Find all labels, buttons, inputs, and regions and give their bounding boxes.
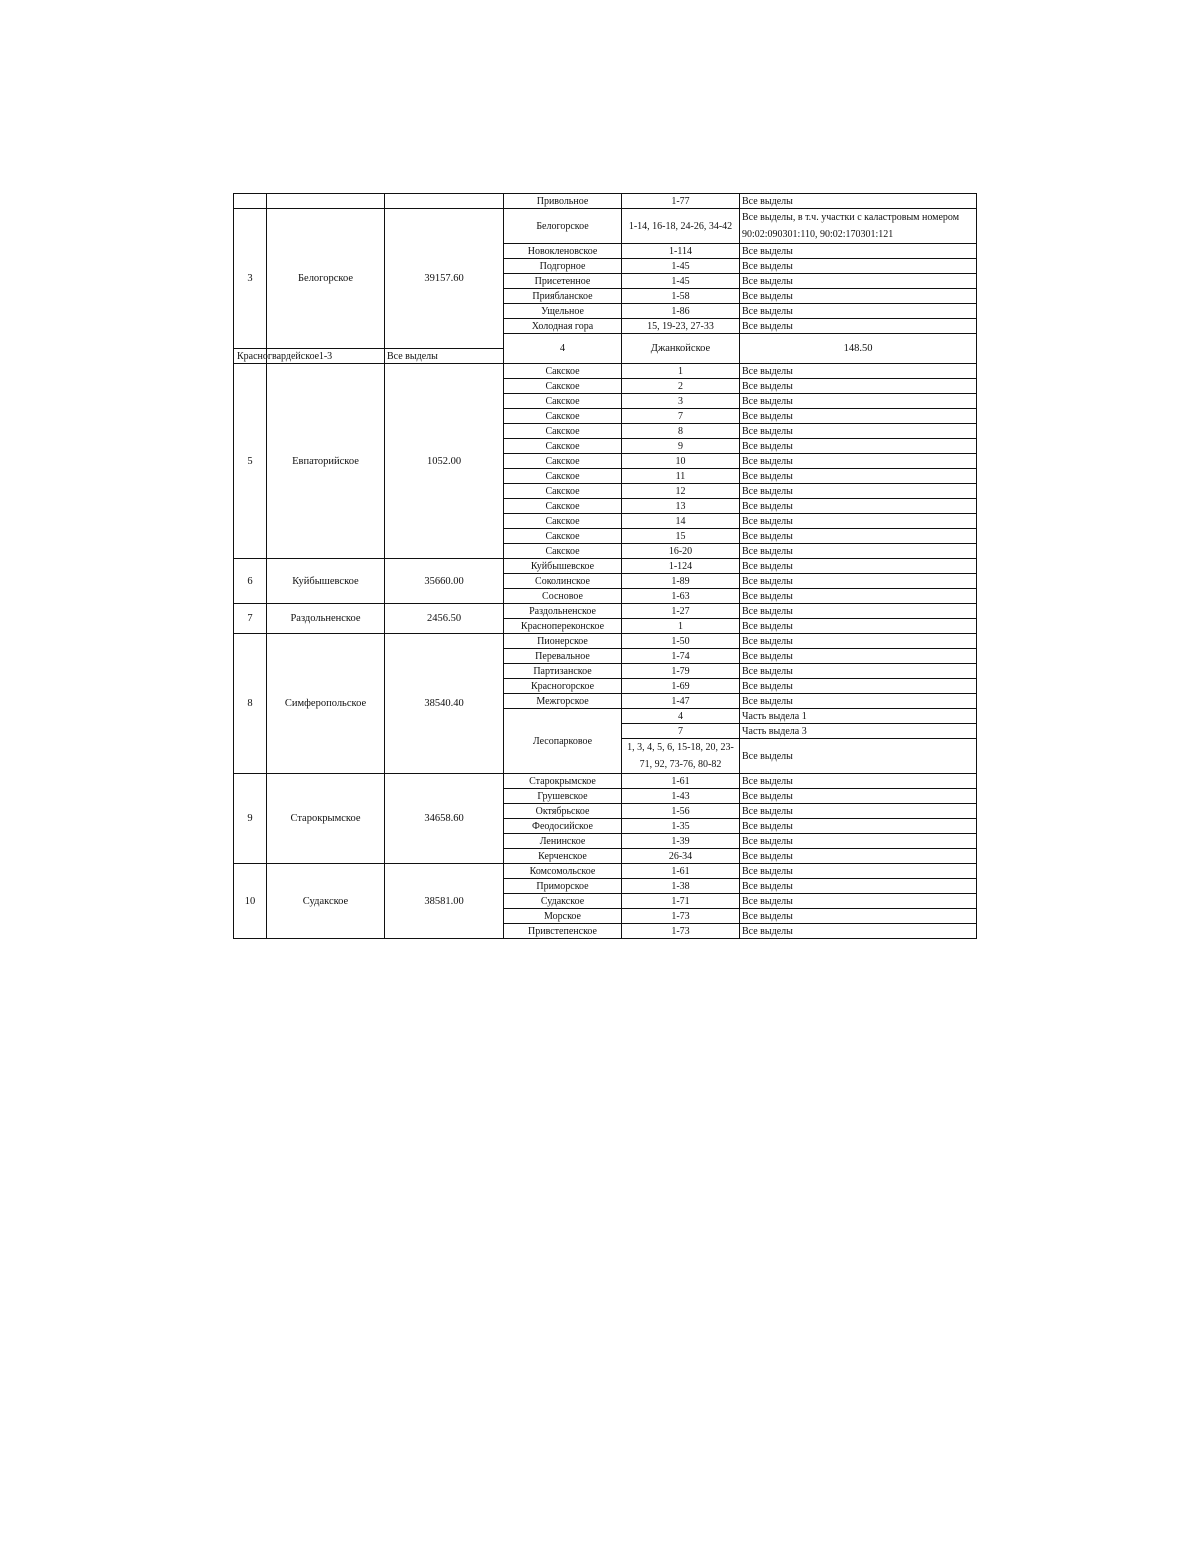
cell-vydely: Все выделы <box>740 589 977 604</box>
cell-kvartaly: 12 <box>622 484 740 499</box>
cell-forestry: Партизанское <box>504 664 622 679</box>
cell-kvartaly: 7 <box>622 409 740 424</box>
cell-vydely: Все выделы <box>740 304 977 319</box>
cell-district-name: Симферопольское <box>267 634 385 774</box>
cell-district-name: Судакское <box>267 864 385 939</box>
cell-forestry: Керченское <box>504 849 622 864</box>
cell-kvartaly: 1, 3, 4, 5, 6, 15-18, 20, 23-71, 92, 73-76, 80-82 <box>622 739 740 774</box>
cell-kvartaly: 1-39 <box>622 834 740 849</box>
cell-vydely: Все выделы <box>740 499 977 514</box>
cell-vydely: Все выделы <box>740 289 977 304</box>
cell-kvartaly: 1-124 <box>622 559 740 574</box>
cell-forestry: Белогорское <box>504 209 622 244</box>
cell-forestry: Приморское <box>504 879 622 894</box>
cell-forestry: Сакское <box>504 409 622 424</box>
table-row <box>234 774 977 789</box>
cell-forestry: Раздольненское <box>504 604 622 619</box>
cell-vydely: Все выделы <box>740 439 977 454</box>
cell-kvartaly: 1-3 <box>267 349 385 364</box>
cell-kvartaly: 1-50 <box>622 634 740 649</box>
cell-vydely: Все выделы <box>740 244 977 259</box>
cell-forestry: Привстепенское <box>504 924 622 939</box>
cell-num: 7 <box>234 604 267 634</box>
cell-forestry: Ленинское <box>504 834 622 849</box>
cell-vydely: Часть выдела 3 <box>740 724 977 739</box>
cell-vydely: Все выделы <box>740 679 977 694</box>
cell-kvartaly: 1-35 <box>622 819 740 834</box>
cell-area: 34658.60 <box>385 774 504 864</box>
cell-vydely: Все выделы <box>740 864 977 879</box>
cell-forestry: Холодная гора <box>504 319 622 334</box>
cell-kvartaly: 1-45 <box>622 259 740 274</box>
cell-forestry: Сакское <box>504 424 622 439</box>
cell-kvartaly: 13 <box>622 499 740 514</box>
cell-forestry: Пионерское <box>504 634 622 649</box>
cell-forestry: Феодосийское <box>504 819 622 834</box>
cell-forestry: Сакское <box>504 439 622 454</box>
cell-forestry: Лесопарковое <box>504 709 622 774</box>
cell-vydely: Все выделы <box>740 394 977 409</box>
cell-area-empty <box>385 194 504 209</box>
cell-vydely: Все выделы <box>740 664 977 679</box>
cell-kvartaly: 16-20 <box>622 544 740 559</box>
cell-vydely: Все выделы <box>740 774 977 789</box>
cell-forestry: Комсомольское <box>504 864 622 879</box>
cell-vydely: Все выделы <box>740 924 977 939</box>
cell-vydely: Все выделы <box>740 379 977 394</box>
cell-vydely: Все выделы <box>740 604 977 619</box>
cell-forestry: Сакское <box>504 394 622 409</box>
cell-num: 4 <box>504 334 622 364</box>
cell-district-name: Джанкойское <box>622 334 740 364</box>
cell-kvartaly: 1-73 <box>622 909 740 924</box>
cell-vydely: Все выделы <box>740 529 977 544</box>
cell-vydely: Все выделы <box>740 364 977 379</box>
cell-area: 1052.00 <box>385 364 504 559</box>
cell-vydely: Все выделы <box>740 894 977 909</box>
cell-vydely: Все выделы <box>740 694 977 709</box>
cell-kvartaly: 11 <box>622 469 740 484</box>
cell-kvartaly: 15, 19-23, 27-33 <box>622 319 740 334</box>
cell-kvartaly: 8 <box>622 424 740 439</box>
cell-kvartaly: 1-63 <box>622 589 740 604</box>
cell-vydely: Все выделы <box>740 834 977 849</box>
cell-area: 148.50 <box>740 334 977 364</box>
cell-forestry: Привольное <box>504 194 622 209</box>
cell-kvartaly: 26-34 <box>622 849 740 864</box>
cell-vydely: Все выделы <box>740 909 977 924</box>
cell-kvartaly: 1-27 <box>622 604 740 619</box>
table-row <box>234 364 977 379</box>
cell-kvartaly: 3 <box>622 394 740 409</box>
cell-forestry: Морское <box>504 909 622 924</box>
cell-kvartaly: 1-56 <box>622 804 740 819</box>
cell-kvartaly: 1-73 <box>622 924 740 939</box>
cell-kvartaly: 1-86 <box>622 304 740 319</box>
table-row <box>234 864 977 879</box>
cell-forestry: Сакское <box>504 499 622 514</box>
cell-kvartaly: 1-14, 16-18, 24-26, 34-42 <box>622 209 740 244</box>
cell-num: 3 <box>234 209 267 349</box>
cell-vydely: Все выделы <box>740 319 977 334</box>
cell-kvartaly: 1 <box>622 619 740 634</box>
cell-vydely: Все выделы <box>740 619 977 634</box>
cell-kvartaly: 1-114 <box>622 244 740 259</box>
cell-vydely: Все выделы <box>740 259 977 274</box>
cell-vydely: Все выделы <box>740 484 977 499</box>
cell-vydely: Все выделы <box>740 194 977 209</box>
cell-vydely: Все выделы <box>740 804 977 819</box>
cell-num: 9 <box>234 774 267 864</box>
cell-forestry: Сакское <box>504 484 622 499</box>
cell-forestry: Судакское <box>504 894 622 909</box>
cell-forestry: Новокленовское <box>504 244 622 259</box>
cell-forestry: Грушевское <box>504 789 622 804</box>
table-row <box>234 634 977 649</box>
forestry-table-body <box>234 194 977 939</box>
cell-vydely: Все выделы <box>740 649 977 664</box>
cell-area: 38581.00 <box>385 864 504 939</box>
cell-vydely: Все выделы <box>385 349 504 364</box>
cell-district-name: Белогорское <box>267 209 385 349</box>
cell-vydely: Все выделы <box>740 879 977 894</box>
cell-vydely: Часть выдела 1 <box>740 709 977 724</box>
cell-district-name: Евпаторийское <box>267 364 385 559</box>
cell-vydely: Все выделы <box>740 469 977 484</box>
cell-forestry: Сакское <box>504 469 622 484</box>
cell-vydely: Все выделы <box>740 514 977 529</box>
cell-forestry: Краснопереконское <box>504 619 622 634</box>
cell-forestry: Сосновое <box>504 589 622 604</box>
cell-kvartaly: 1-79 <box>622 664 740 679</box>
cell-kvartaly: 1-74 <box>622 649 740 664</box>
cell-kvartaly: 9 <box>622 439 740 454</box>
cell-area: 2456.50 <box>385 604 504 634</box>
cell-forestry: Сакское <box>504 529 622 544</box>
cell-forestry: Соколинское <box>504 574 622 589</box>
cell-num: 5 <box>234 364 267 559</box>
cell-num-empty <box>234 194 267 209</box>
cell-kvartaly: 1 <box>622 364 740 379</box>
cell-kvartaly: 14 <box>622 514 740 529</box>
cell-area: 39157.60 <box>385 209 504 349</box>
cell-vydely: Все выделы <box>740 424 977 439</box>
cell-vydely: Все выделы <box>740 574 977 589</box>
forestry-table <box>233 193 977 939</box>
cell-kvartaly: 15 <box>622 529 740 544</box>
cell-kvartaly: 1-61 <box>622 774 740 789</box>
cell-vydely: Все выделы <box>740 634 977 649</box>
cell-vydely: Все выделы <box>740 739 977 774</box>
cell-vydely: Все выделы <box>740 274 977 289</box>
cell-kvartaly: 1-69 <box>622 679 740 694</box>
cell-forestry: Октябрьское <box>504 804 622 819</box>
cell-forestry: Красногорское <box>504 679 622 694</box>
table-row <box>234 194 977 209</box>
cell-kvartaly: 2 <box>622 379 740 394</box>
cell-forestry: Межгорское <box>504 694 622 709</box>
cell-vydely: Все выделы <box>740 559 977 574</box>
cell-vydely: Все выделы <box>740 849 977 864</box>
cell-kvartaly: 7 <box>622 724 740 739</box>
cell-kvartaly: 1-77 <box>622 194 740 209</box>
cell-forestry: Куйбышевское <box>504 559 622 574</box>
cell-num: 10 <box>234 864 267 939</box>
cell-forestry: Ущельное <box>504 304 622 319</box>
cell-area: 38540.40 <box>385 634 504 774</box>
cell-forestry: Старокрымское <box>504 774 622 789</box>
cell-kvartaly: 10 <box>622 454 740 469</box>
cell-vydely: Все выделы <box>740 544 977 559</box>
cell-kvartaly: 1-47 <box>622 694 740 709</box>
cell-forestry: Сакское <box>504 544 622 559</box>
cell-kvartaly: 4 <box>622 709 740 724</box>
table-row <box>234 209 977 244</box>
cell-district-name: Старокрымское <box>267 774 385 864</box>
cell-forestry: Приябланское <box>504 289 622 304</box>
table-row <box>234 559 977 574</box>
cell-forestry: Присетенное <box>504 274 622 289</box>
cell-kvartaly: 1-58 <box>622 289 740 304</box>
cell-forestry: Сакское <box>504 364 622 379</box>
cell-forestry: Перевальное <box>504 649 622 664</box>
cell-forestry: Сакское <box>504 454 622 469</box>
cell-kvartaly: 1-71 <box>622 894 740 909</box>
cell-district-name: Куйбышевское <box>267 559 385 604</box>
cell-vydely: Все выделы, в т.ч. участки с каластровым номером 90:02:090301:110, 90:02:170301:121 <box>740 209 977 244</box>
cell-name-empty <box>267 194 385 209</box>
cell-kvartaly: 1-61 <box>622 864 740 879</box>
cell-forestry: Сакское <box>504 379 622 394</box>
cell-num: 6 <box>234 559 267 604</box>
cell-vydely: Все выделы <box>740 819 977 834</box>
cell-kvartaly: 1-38 <box>622 879 740 894</box>
cell-vydely: Все выделы <box>740 789 977 804</box>
cell-kvartaly: 1-45 <box>622 274 740 289</box>
cell-forestry: Сакское <box>504 514 622 529</box>
cell-district-name: Раздольненское <box>267 604 385 634</box>
cell-kvartaly: 1-43 <box>622 789 740 804</box>
cell-num: 8 <box>234 634 267 774</box>
cell-vydely: Все выделы <box>740 454 977 469</box>
cell-area: 35660.00 <box>385 559 504 604</box>
table-row <box>234 604 977 619</box>
cell-kvartaly: 1-89 <box>622 574 740 589</box>
cell-forestry: Красногвардейское <box>234 349 267 364</box>
cell-forestry: Подгорное <box>504 259 622 274</box>
cell-vydely: Все выделы <box>740 409 977 424</box>
